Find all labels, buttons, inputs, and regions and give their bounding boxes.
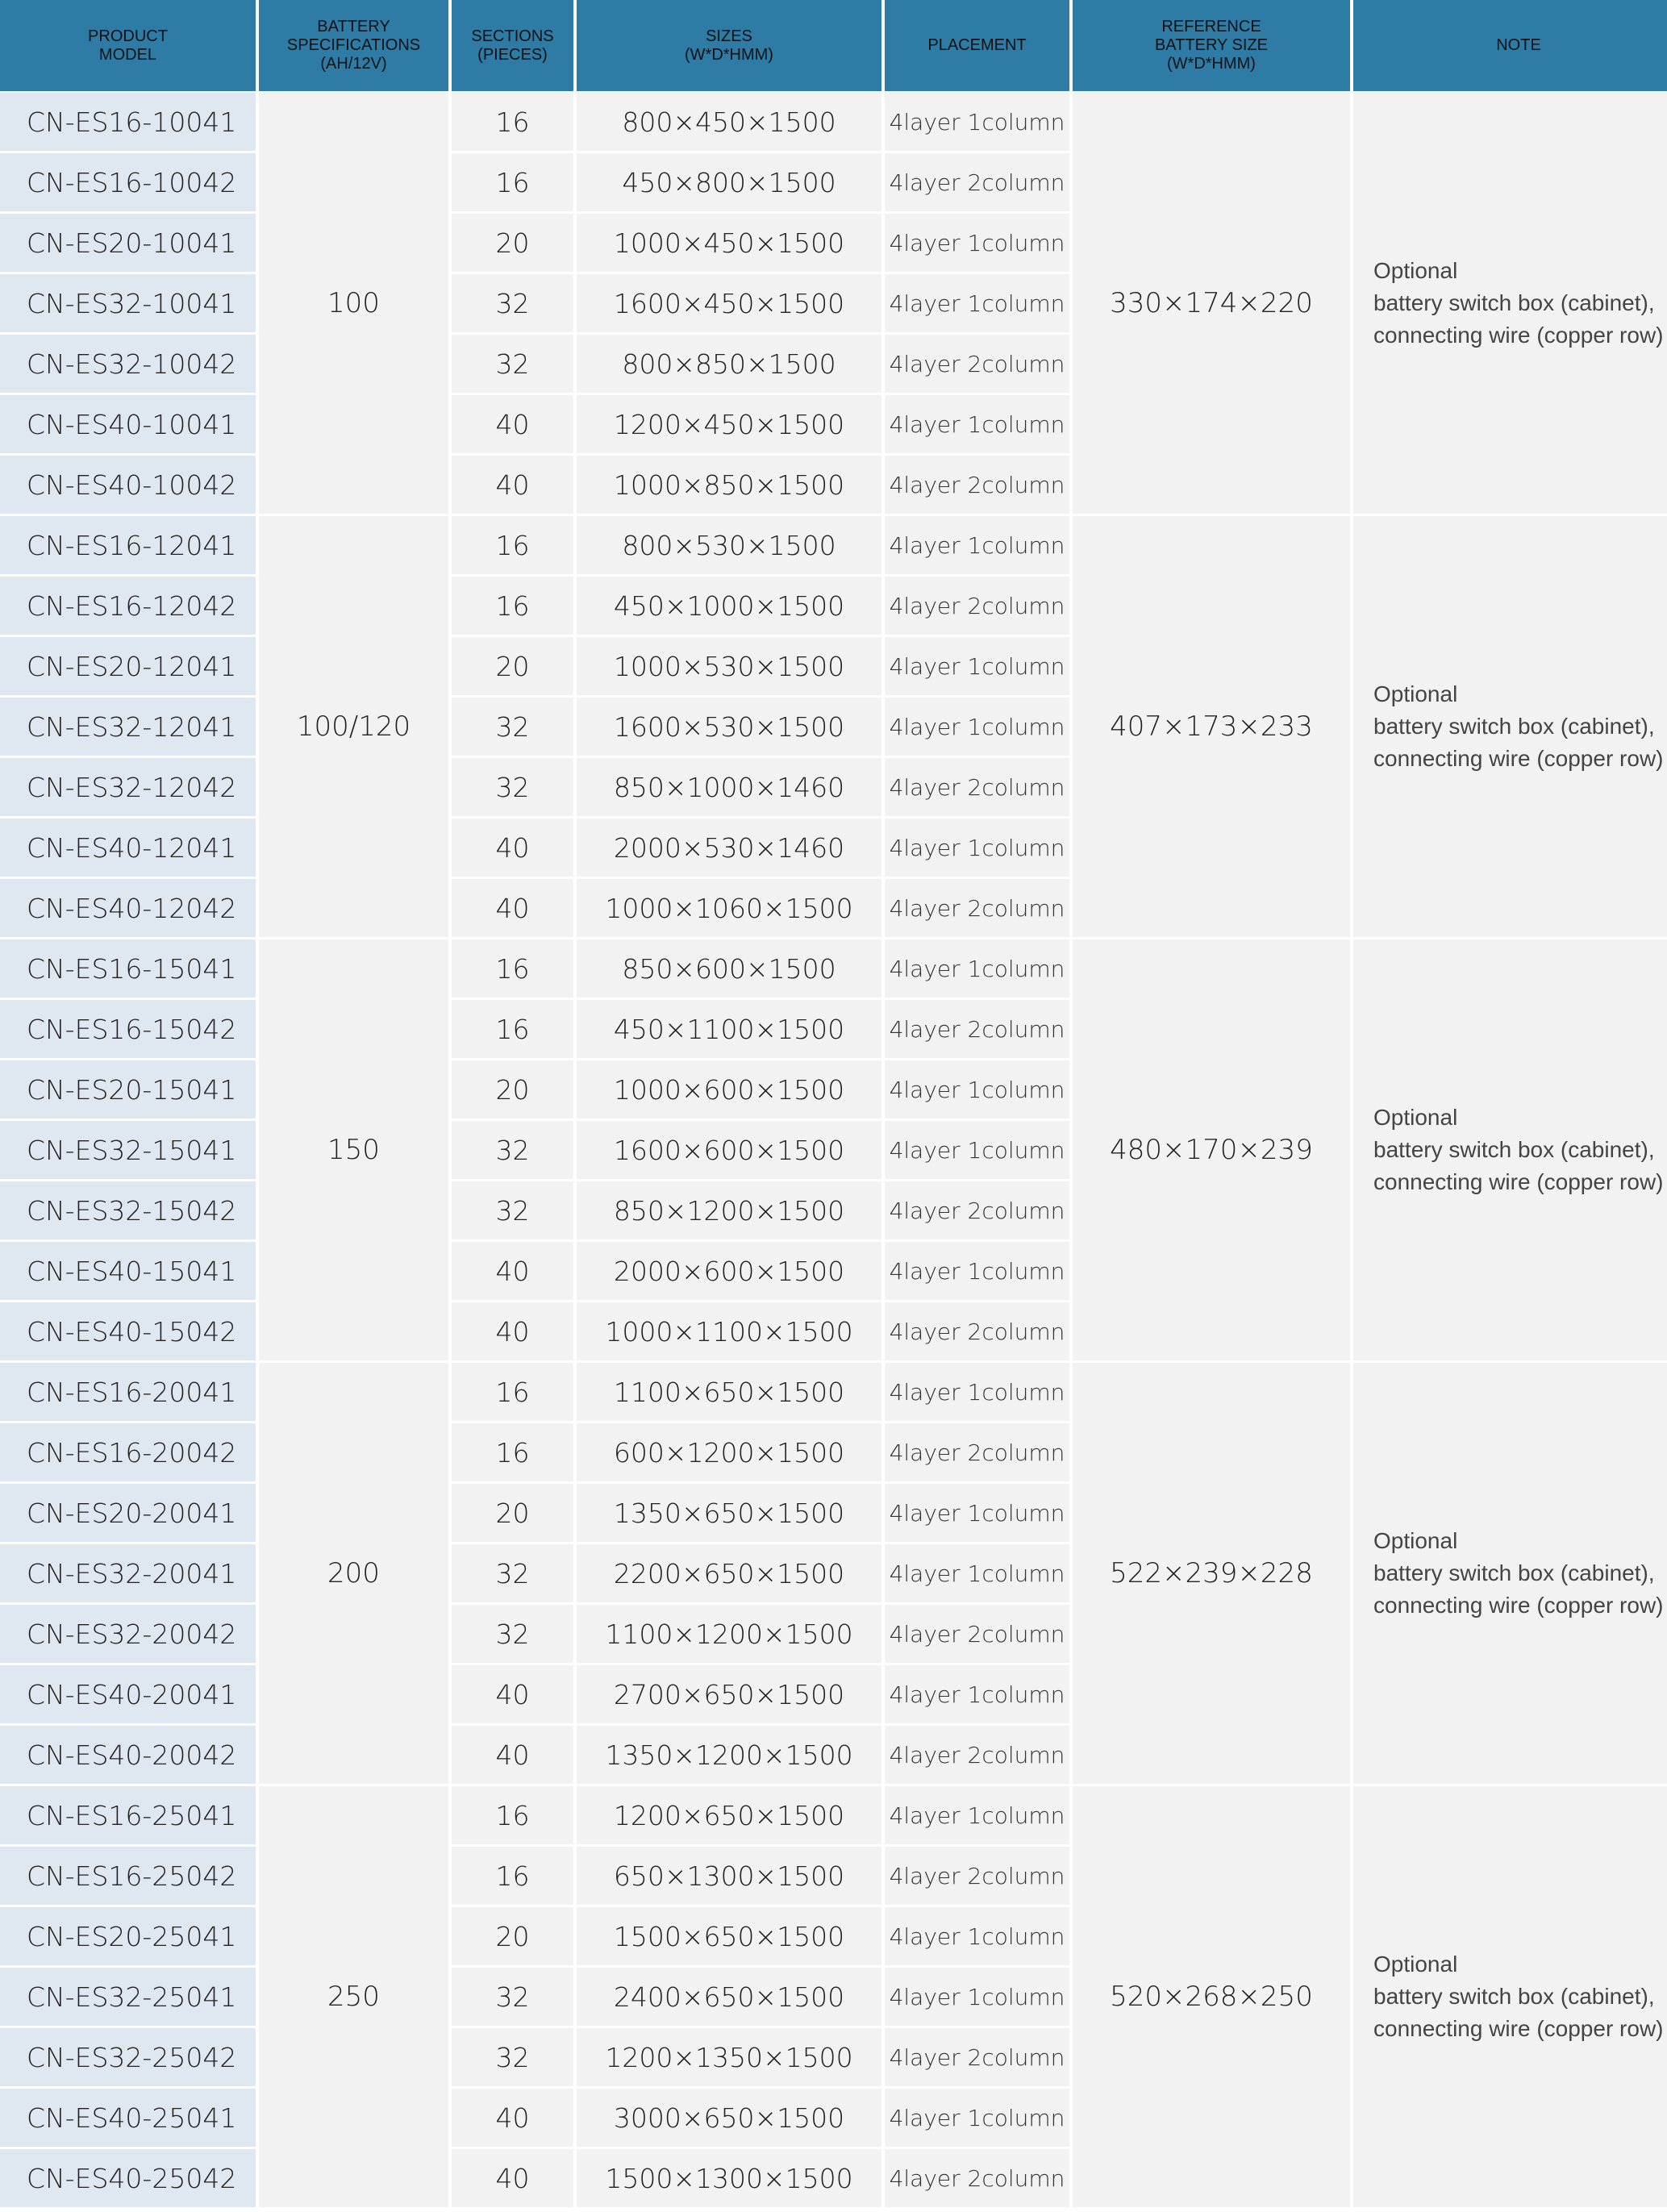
size-cell: 2400×650×1500	[577, 1968, 881, 2028]
placement-cell: 4layer 2column	[885, 1302, 1069, 1363]
size-cell: 450×1000×1500	[577, 577, 881, 637]
size-cell: 1100×1200×1500	[577, 1605, 881, 1665]
size-cell: 1350×1200×1500	[577, 1726, 881, 1786]
header-battery-specifications: BATTERY SPECIFICATIONS (AH/12V)	[259, 0, 448, 91]
note-cell: Optional battery switch box (cabinet), connecting wire (copper row)	[1353, 1786, 1667, 2210]
sections-cell: 40	[452, 2149, 573, 2210]
reference-battery-size-cell: 330×174×220	[1073, 93, 1350, 516]
placement-cell: 4layer 1column	[885, 1363, 1069, 1423]
size-cell: 800×450×1500	[577, 93, 881, 153]
product-model-cell: CN-ES16-20042	[0, 1423, 256, 1484]
size-cell: 2700×650×1500	[577, 1665, 881, 1726]
placement-cell: 4layer 1column	[885, 1121, 1069, 1181]
placement-cell: 4layer 2column	[885, 456, 1069, 516]
placement-cell: 4layer 2column	[885, 1605, 1069, 1665]
sections-cell: 32	[452, 1181, 573, 1242]
placement-cell: 4layer 2column	[885, 1847, 1069, 1907]
product-model-cell: CN-ES40-15042	[0, 1302, 256, 1363]
sections-cell: 40	[452, 395, 573, 456]
product-model-cell: CN-ES20-15041	[0, 1060, 256, 1121]
sections-cell: 20	[452, 1060, 573, 1121]
note-cell: Optional battery switch box (cabinet), connecting wire (copper row)	[1353, 1363, 1667, 1786]
product-model-cell: CN-ES20-12041	[0, 637, 256, 698]
note-cell: Optional battery switch box (cabinet), connecting wire (copper row)	[1353, 93, 1667, 516]
sections-cell: 32	[452, 335, 573, 395]
size-cell: 800×530×1500	[577, 516, 881, 577]
battery-spec-cell: 250	[259, 1786, 448, 2210]
placement-cell: 4layer 2column	[885, 1726, 1069, 1786]
sections-cell: 40	[452, 456, 573, 516]
product-model-cell: CN-ES20-25041	[0, 1907, 256, 1968]
reference-battery-size-cell: 407×173×233	[1073, 516, 1350, 939]
size-cell: 1000×1060×1500	[577, 879, 881, 939]
product-model-cell: CN-ES40-15041	[0, 1242, 256, 1302]
reference-battery-size-cell: 522×239×228	[1073, 1363, 1350, 1786]
size-cell: 450×800×1500	[577, 153, 881, 214]
sections-cell: 20	[452, 1484, 573, 1544]
placement-cell: 4layer 1column	[885, 2089, 1069, 2149]
placement-cell: 4layer 2column	[885, 1423, 1069, 1484]
sections-cell: 32	[452, 1544, 573, 1605]
placement-cell: 4layer 1column	[885, 1786, 1069, 1847]
product-model-cell: CN-ES16-15042	[0, 1000, 256, 1060]
product-model-cell: CN-ES16-12042	[0, 577, 256, 637]
placement-cell: 4layer 1column	[885, 698, 1069, 758]
sections-cell: 16	[452, 153, 573, 214]
sections-cell: 16	[452, 1847, 573, 1907]
size-cell: 1000×600×1500	[577, 1060, 881, 1121]
product-model-cell: CN-ES16-15041	[0, 939, 256, 1000]
placement-cell: 4layer 2column	[885, 335, 1069, 395]
product-model-cell: CN-ES20-20041	[0, 1484, 256, 1544]
sections-cell: 40	[452, 1665, 573, 1726]
sections-cell: 32	[452, 698, 573, 758]
size-cell: 1100×650×1500	[577, 1363, 881, 1423]
size-cell: 1600×450×1500	[577, 274, 881, 335]
battery-spec-cell: 200	[259, 1363, 448, 1786]
header-sizes: SIZES (W*D*HMM)	[577, 0, 881, 91]
product-model-cell: CN-ES40-12041	[0, 819, 256, 879]
placement-cell: 4layer 1column	[885, 637, 1069, 698]
placement-cell: 4layer 1column	[885, 1544, 1069, 1605]
battery-spec-cell: 150	[259, 939, 448, 1363]
product-model-cell: CN-ES40-20042	[0, 1726, 256, 1786]
sections-cell: 32	[452, 1121, 573, 1181]
size-cell: 1500×1300×1500	[577, 2149, 881, 2210]
placement-cell: 4layer 1column	[885, 214, 1069, 274]
size-cell: 2000×530×1460	[577, 819, 881, 879]
product-model-cell: CN-ES32-25042	[0, 2028, 256, 2089]
size-cell: 1000×450×1500	[577, 214, 881, 274]
placement-cell: 4layer 1column	[885, 939, 1069, 1000]
product-model-cell: CN-ES16-12041	[0, 516, 256, 577]
size-cell: 850×1000×1460	[577, 758, 881, 819]
product-model-cell: CN-ES40-10042	[0, 456, 256, 516]
placement-cell: 4layer 2column	[885, 153, 1069, 214]
sections-cell: 40	[452, 1726, 573, 1786]
placement-cell: 4layer 2column	[885, 758, 1069, 819]
sections-cell: 20	[452, 637, 573, 698]
sections-cell: 16	[452, 1363, 573, 1423]
product-model-cell: CN-ES32-10041	[0, 274, 256, 335]
placement-cell: 4layer 1column	[885, 1968, 1069, 2028]
product-model-cell: CN-ES32-12042	[0, 758, 256, 819]
product-model-cell: CN-ES40-10041	[0, 395, 256, 456]
product-model-cell: CN-ES40-25041	[0, 2089, 256, 2149]
size-cell: 1500×650×1500	[577, 1907, 881, 1968]
sections-cell: 32	[452, 274, 573, 335]
size-cell: 1000×850×1500	[577, 456, 881, 516]
placement-cell: 4layer 1column	[885, 1907, 1069, 1968]
product-model-cell: CN-ES40-25042	[0, 2149, 256, 2210]
placement-cell: 4layer 2column	[885, 2149, 1069, 2210]
size-cell: 1000×530×1500	[577, 637, 881, 698]
product-model-cell: CN-ES32-25041	[0, 1968, 256, 2028]
size-cell: 1200×450×1500	[577, 395, 881, 456]
product-model-cell: CN-ES16-25041	[0, 1786, 256, 1847]
sections-cell: 40	[452, 2089, 573, 2149]
battery-spec-cell: 100/120	[259, 516, 448, 939]
placement-cell: 4layer 2column	[885, 1000, 1069, 1060]
placement-cell: 4layer 2column	[885, 577, 1069, 637]
size-cell: 850×1200×1500	[577, 1181, 881, 1242]
placement-cell: 4layer 2column	[885, 1181, 1069, 1242]
placement-cell: 4layer 2column	[885, 2028, 1069, 2089]
sections-cell: 16	[452, 577, 573, 637]
size-cell: 650×1300×1500	[577, 1847, 881, 1907]
placement-cell: 4layer 1column	[885, 516, 1069, 577]
size-cell: 2200×650×1500	[577, 1544, 881, 1605]
header-placement: PLACEMENT	[885, 0, 1069, 91]
placement-cell: 4layer 1column	[885, 1242, 1069, 1302]
placement-cell: 4layer 1column	[885, 819, 1069, 879]
header-note: NOTE	[1353, 0, 1667, 91]
sections-cell: 16	[452, 1423, 573, 1484]
note-cell: Optional battery switch box (cabinet), connecting wire (copper row)	[1353, 516, 1667, 939]
sections-cell: 32	[452, 1605, 573, 1665]
battery-spec-cell: 100	[259, 93, 448, 516]
placement-cell: 4layer 1column	[885, 1060, 1069, 1121]
product-model-cell: CN-ES40-12042	[0, 879, 256, 939]
placement-cell: 4layer 1column	[885, 274, 1069, 335]
size-cell: 1600×530×1500	[577, 698, 881, 758]
reference-battery-size-cell: 480×170×239	[1073, 939, 1350, 1363]
sections-cell: 40	[452, 819, 573, 879]
product-model-cell: CN-ES32-10042	[0, 335, 256, 395]
sections-cell: 32	[452, 2028, 573, 2089]
sections-cell: 40	[452, 1302, 573, 1363]
sections-cell: 20	[452, 214, 573, 274]
size-cell: 1600×600×1500	[577, 1121, 881, 1181]
size-cell: 450×1100×1500	[577, 1000, 881, 1060]
header-sections: SECTIONS (PIECES)	[452, 0, 573, 91]
placement-cell: 4layer 1column	[885, 93, 1069, 153]
placement-cell: 4layer 2column	[885, 879, 1069, 939]
sections-cell: 16	[452, 1000, 573, 1060]
size-cell: 2000×600×1500	[577, 1242, 881, 1302]
product-model-cell: CN-ES32-15042	[0, 1181, 256, 1242]
placement-cell: 4layer 1column	[885, 1484, 1069, 1544]
size-cell: 1200×1350×1500	[577, 2028, 881, 2089]
product-model-cell: CN-ES40-20041	[0, 1665, 256, 1726]
sections-cell: 32	[452, 758, 573, 819]
product-model-cell: CN-ES16-25042	[0, 1847, 256, 1907]
product-model-cell: CN-ES16-10042	[0, 153, 256, 214]
product-model-cell: CN-ES20-10041	[0, 214, 256, 274]
header-reference-battery-size: REFERENCE BATTERY SIZE (W*D*HMM)	[1073, 0, 1350, 91]
product-model-cell: CN-ES32-12041	[0, 698, 256, 758]
size-cell: 800×850×1500	[577, 335, 881, 395]
placement-cell: 4layer 1column	[885, 395, 1069, 456]
product-model-cell: CN-ES16-20041	[0, 1363, 256, 1423]
product-model-cell: CN-ES32-20042	[0, 1605, 256, 1665]
size-cell: 3000×650×1500	[577, 2089, 881, 2149]
size-cell: 1000×1100×1500	[577, 1302, 881, 1363]
sections-cell: 16	[452, 1786, 573, 1847]
sections-cell: 20	[452, 1907, 573, 1968]
sections-cell: 32	[452, 1968, 573, 2028]
placement-cell: 4layer 1column	[885, 1665, 1069, 1726]
product-model-cell: CN-ES32-20041	[0, 1544, 256, 1605]
sections-cell: 16	[452, 93, 573, 153]
sections-cell: 40	[452, 1242, 573, 1302]
sections-cell: 16	[452, 939, 573, 1000]
sections-cell: 16	[452, 516, 573, 577]
size-cell: 600×1200×1500	[577, 1423, 881, 1484]
size-cell: 1350×650×1500	[577, 1484, 881, 1544]
size-cell: 1200×650×1500	[577, 1786, 881, 1847]
product-model-cell: CN-ES16-10041	[0, 93, 256, 153]
size-cell: 850×600×1500	[577, 939, 881, 1000]
header-product-model: PRODUCT MODEL	[0, 0, 256, 91]
note-cell: Optional battery switch box (cabinet), connecting wire (copper row)	[1353, 939, 1667, 1363]
sections-cell: 40	[452, 879, 573, 939]
product-model-cell: CN-ES32-15041	[0, 1121, 256, 1181]
reference-battery-size-cell: 520×268×250	[1073, 1786, 1350, 2210]
